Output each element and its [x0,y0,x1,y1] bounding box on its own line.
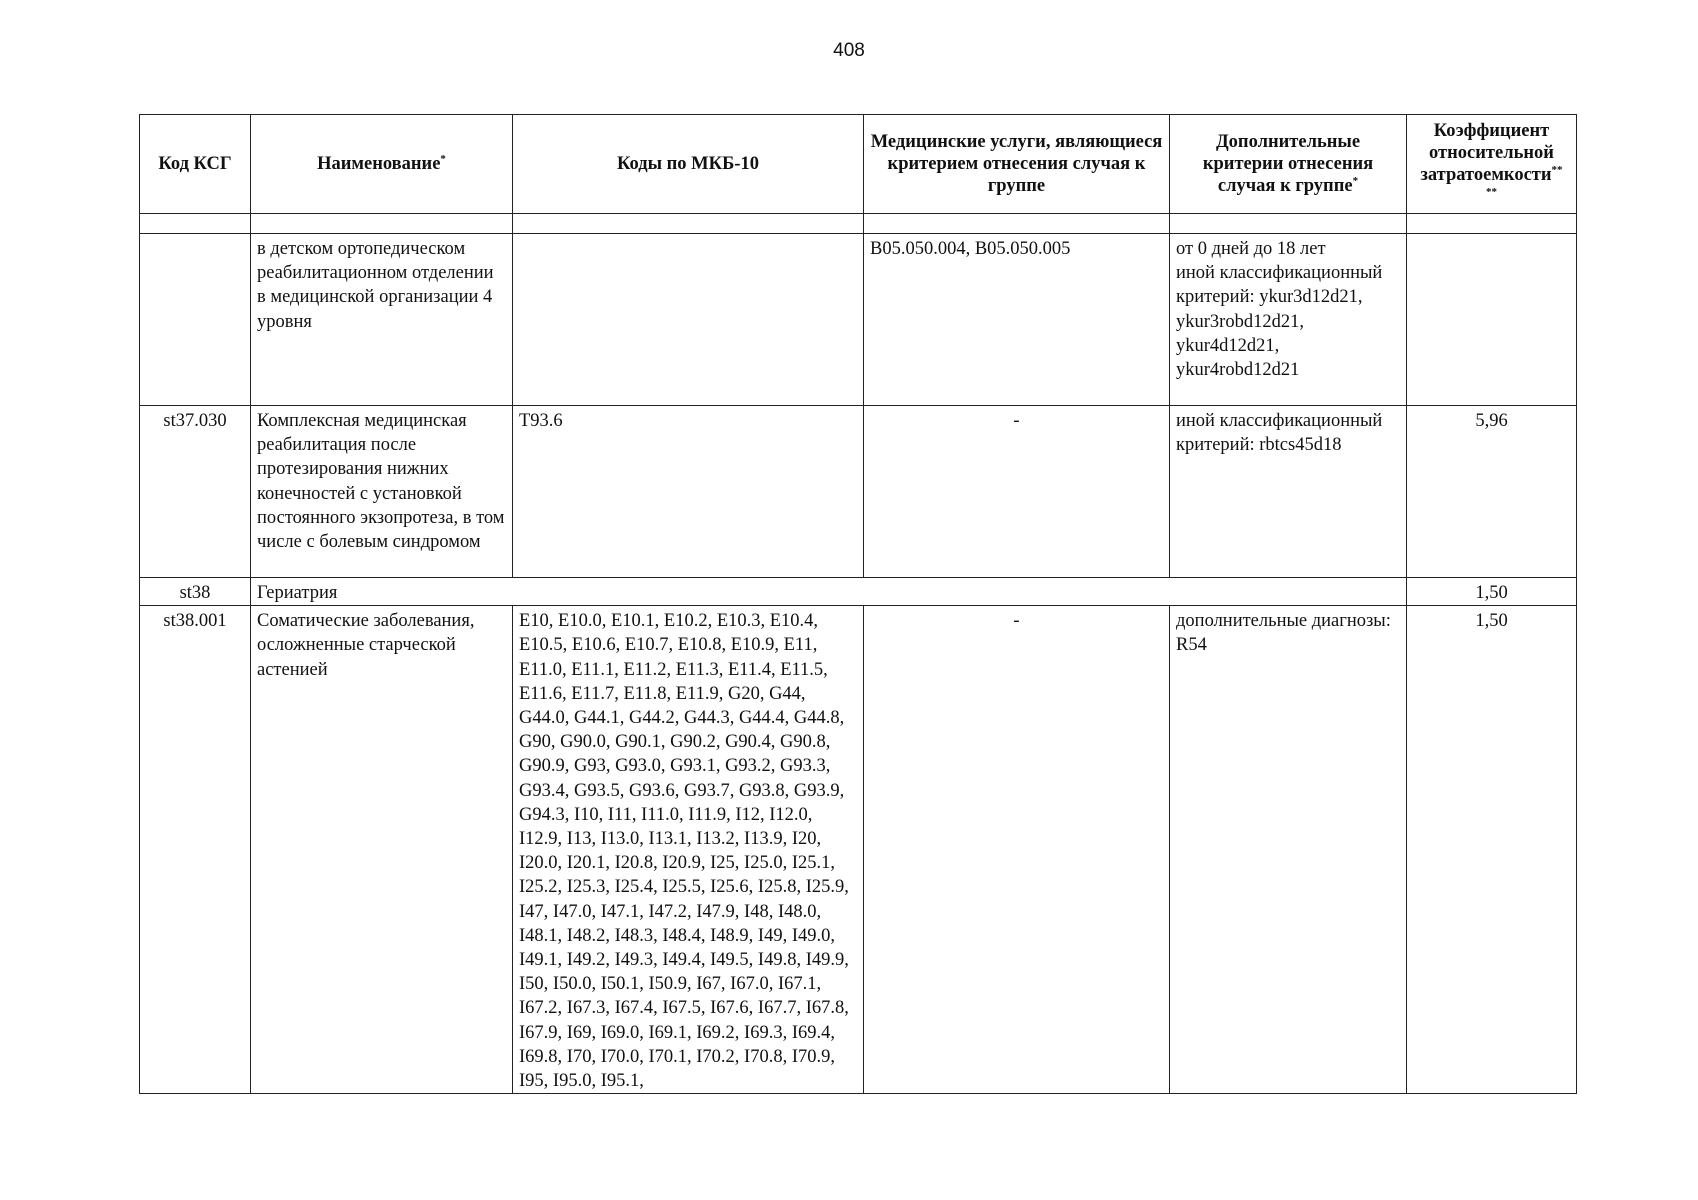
table-row [140,234,1577,406]
header-code: Код КСГ [140,115,251,214]
cell-services: B05.050.004, B05.050.005 [864,234,1170,406]
cell-mkb: T93.6 [513,406,864,578]
header-name-footnote-mark: * [440,152,446,165]
cell-services: - [864,406,1170,578]
cell-coefficient: 1,50 [1407,578,1577,606]
table-header-row [140,115,1577,214]
cell-extra-criteria: от 0 дней до 18 лет иной классификационный критерий: ykur3d12d21, ykur3robd12d21, ykur4d12d21, ykur4robd12d21 [1170,234,1407,406]
table-spacer-row [140,214,1577,234]
header-extra-criteria: Дополнительные критерии отнесения случая к группе* [1170,115,1407,214]
cell-mkb [513,234,864,406]
ksg-table [139,114,1577,1094]
cell-code: st38.001 [140,606,251,1094]
cell-name: Гериатрия [251,578,1407,606]
cell-coefficient: 5,96 [1407,406,1577,578]
header-coef-footnote-mark-2: ** [1486,185,1497,198]
cell-name: Соматические заболевания, осложненные старческой астенией [251,606,513,1094]
cell-name: Комплексная медицинская реабилитация после протезирования нижних конечностей с установкой постоянного экзопротеза, в том числе с болевым синдромом [251,406,513,578]
cell-name: в детском ортопедическом реабилитационном отделении в медицинской организации 4 уровня [251,234,513,406]
table-row [140,406,1577,578]
header-name: Наименование* [251,115,513,214]
cell-code: st38 [140,578,251,606]
cell-mkb: E10, E10.0, E10.1, E10.2, E10.3, E10.4, E10.5, E10.6, E10.7, E10.8, E10.9, E11, E11.0, E11.1, E11.2, E11.3, E11.4, E11.5, E11.6, E11.7, E11.8, E11.9, G20, G44, G44.0, G44.1, G44.2, G44.3, G44.4, G44.8, G90, G90.0, G90.1, G90.2, G90.4, G90.8, G90.9, G93, G93.0, G93.1, G93.2, G93.3, G93.4, G93.5, G93.6, G93.7, G93.8, G93.9, G94.3, I10, I11, I11.0, I11.9, I12, I12.0, I12.9, I13, I13.0, I13.1, I13.2, I13.9, I20, I20.0, I20.1, I20.8, I20.9, I25, I25.0, I25.1, I25.2, I25.3, I25.4, I25.5, I25.6, I25.8, I25.9, I47, I47.0, I47.1, I47.2, I47.9, I48, I48.0, I48.1, I48.2, I48.3, I48.4, I48.9, I49, I49.0, I49.1, I49.2, I49.3, I49.4, I49.5, I49.8, I49.9, I50, I50.0, I50.1, I50.9, I67, I67.0, I67.1, I67.2, I67.3, I67.4, I67.5, I67.6, I67.7, I67.8, I67.9, I69, I69.0, I69.1, I69.2, I69.3, I69.4, I69.8, I70, I70.0, I70.1, I70.2, I70.8, I70.9, I95, I95.0, I95.1, [513,606,864,1094]
cell-extra-criteria: иной классификационный критерий: rbtcs45d18 [1170,406,1407,578]
header-services: Медицинские услуги, являющиеся критерием отнесения случая к группе [864,115,1170,214]
cell-code [140,234,251,406]
cell-coefficient: 1,50 [1407,606,1577,1094]
header-extra-footnote-mark: * [1352,174,1359,187]
header-coefficient: Коэффициент относительной затратоемкости** ** [1407,115,1577,214]
table-row [140,606,1577,1094]
cell-extra-criteria: дополнительные диагнозы: R54 [1170,606,1407,1094]
cell-services: - [864,606,1170,1094]
header-mkb: Коды по МКБ-10 [513,115,864,214]
page-number: 408 [833,40,865,61]
table-row-section [140,578,1577,606]
cell-coefficient [1407,234,1577,406]
cell-code: st37.030 [140,406,251,578]
header-coef-footnote-mark: ** [1551,163,1563,176]
